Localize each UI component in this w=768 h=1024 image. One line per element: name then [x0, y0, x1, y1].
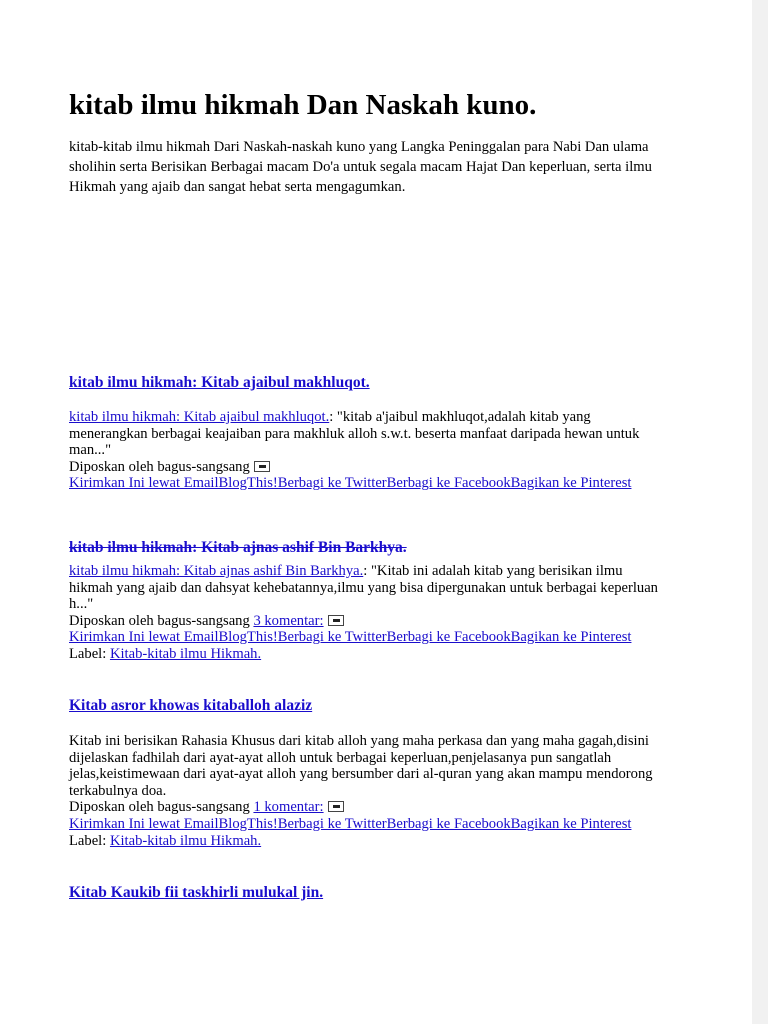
post-title-link[interactable]: Kitab Kaukib fii taskhirli mulukal jin. — [69, 884, 324, 901]
label-prefix: Label: — [69, 832, 107, 849]
post-body — [69, 733, 659, 849]
post-title — [69, 884, 323, 903]
post-title-link[interactable]: kitab ilmu hikmah: Kitab ajaibul makhluqot. — [69, 374, 370, 391]
comments-link[interactable]: 3 komentar: — [253, 612, 324, 629]
post-text: Kitab ini berisikan Rahasia Khusus dari kitab alloh yang maha perkasa dan yang maha gagah,disini dijelaskan fadhilah dari ayat-ayat alloh untuk berbagai keperluan,penjelasanya pun sangatlah jelas,keistimewaan dari ayat-ayat alloh yang bersumber dari al-quran yang akan mampu mendorong terkabulnya doa. — [69, 733, 653, 799]
post-title-link[interactable]: kitab ilmu hikmah: Kitab ajnas ashif Bin Barkhya. — [69, 539, 407, 556]
post-excerpt — [69, 563, 659, 613]
label-prefix: Label: — [69, 645, 107, 662]
post-share-row — [69, 629, 659, 646]
post-footer — [69, 459, 659, 476]
post-title — [69, 374, 370, 393]
post-source-link[interactable]: kitab ilmu hikmah: Kitab ajaibul makhluqot. — [69, 409, 330, 425]
email-post-icon[interactable] — [328, 801, 344, 812]
post-footer — [69, 799, 659, 816]
post-labels — [69, 833, 659, 850]
post-excerpt-text: : "kitab a'jaibul makhluqot,adalah kitab yang menerangkan berbagai keajaiban para makhluk alloh s.w.t. beserta manfaat daripada hewan untuk man..." — [69, 409, 640, 459]
post-excerpt — [69, 409, 659, 459]
post-author: Diposkan oleh bagus-sangsang — [69, 612, 250, 629]
email-post-icon[interactable] — [254, 461, 270, 472]
post-author: Diposkan oleh bagus-sangsang — [69, 799, 250, 816]
share-links[interactable]: Kirimkan Ini lewat EmailBlogThis!Berbagi ke TwitterBerbagi ke FacebookBagikan ke Pinterest — [69, 815, 632, 832]
post-labels — [69, 646, 659, 663]
comments-link[interactable]: 1 komentar: — [253, 799, 324, 816]
post-excerpt-text: : "Kitab ini adalah kitab yang berisikan ilmu hikmah yang ajaib dan dahsyat kehebatannya,ilmu yang bisa dipergunakan untuk berbagai keperluan h..." — [69, 563, 658, 613]
post-share-row — [69, 475, 659, 492]
label-link[interactable]: Kitab-kitab ilmu Hikmah. — [109, 832, 262, 849]
post-source-link[interactable]: kitab ilmu hikmah: Kitab ajnas ashif Bin Barkhya. — [69, 563, 364, 579]
post-share-row — [69, 816, 659, 833]
blog-title: kitab ilmu hikmah Dan Naskah kuno. — [69, 89, 537, 121]
share-links[interactable]: Kirimkan Ini lewat EmailBlogThis!Berbagi ke TwitterBerbagi ke FacebookBagikan ke Pinterest — [69, 475, 632, 492]
post-title — [69, 539, 407, 558]
post-title-link[interactable]: Kitab asror khowas kitaballoh alaziz — [69, 697, 313, 714]
post-body — [69, 563, 659, 663]
post-author: Diposkan oleh bagus-sangsang — [69, 458, 250, 475]
share-links[interactable]: Kirimkan Ini lewat EmailBlogThis!Berbagi ke TwitterBerbagi ke FacebookBagikan ke Pinterest — [69, 629, 632, 646]
label-link[interactable]: Kitab-kitab ilmu Hikmah. — [109, 645, 262, 662]
email-post-icon[interactable] — [328, 615, 344, 626]
post-title — [69, 697, 312, 716]
scrollbar[interactable] — [752, 0, 768, 1024]
post-body — [69, 409, 659, 492]
blog-description: kitab-kitab ilmu hikmah Dari Naskah-naskah kuno yang Langka Peninggalan para Nabi Dan ulama sholihin serta Berisikan Berbagai macam Do'a untuk segala macam Hajat Dan keperluan, serta ilmu Hikmah yang ajaib dan sangat hebat serta mengagumkan. — [69, 139, 652, 195]
post-footer — [69, 613, 659, 630]
